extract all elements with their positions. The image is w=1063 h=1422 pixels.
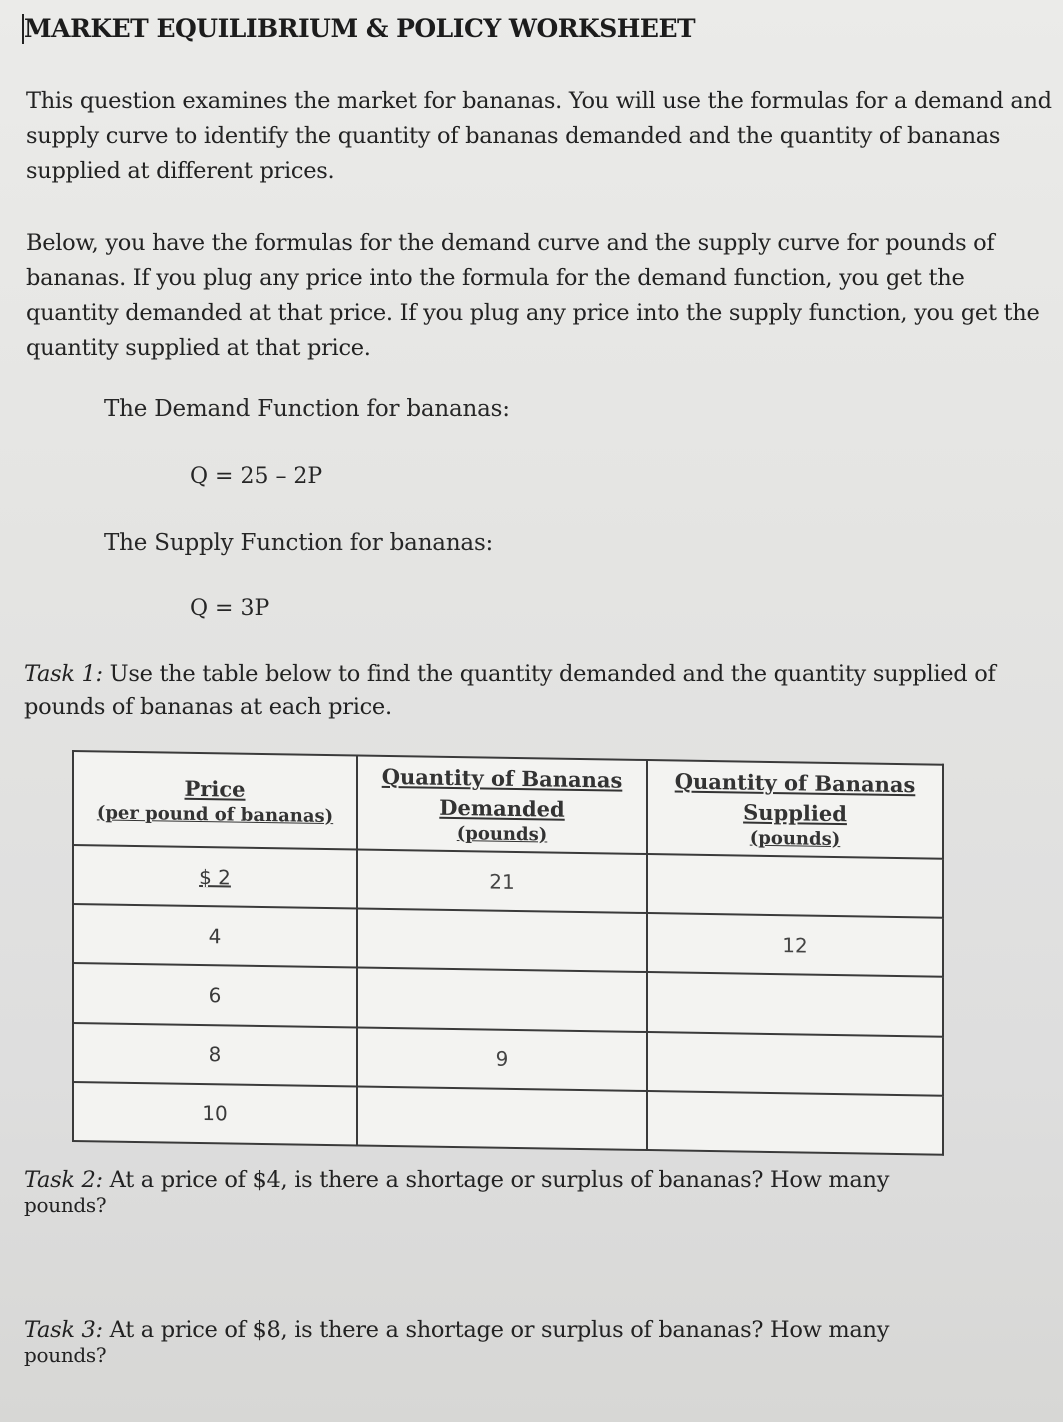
header-supplied-line2: Supplied [743,799,847,827]
task-1 [24,658,1034,724]
demand-formula: Q = 25 – 2P [190,464,323,489]
task-3 [24,1314,904,1367]
header-price [73,751,357,849]
header-demanded-line1: Quantity of Bananas [381,763,623,793]
price-cell: 6 [73,963,357,1027]
intro-paragraph-2: Below, you have the formulas for the demand curve and the supply curve for pounds of bananas. If you plug any price into the formula for the demand function, you get the quantity demanded at that price. If you plug any price into the supply function, you get the quantity supplied at that price. [26,230,1040,361]
header-price-title: Price [184,775,246,802]
task-3-continuation: pounds? [24,1343,107,1367]
supplied-cell[interactable]: 12 [647,913,943,977]
supplied-cell[interactable] [647,972,943,1036]
task-2-label: Task 2: [24,1167,103,1193]
header-supplied-line1: Quantity of Bananas [674,768,916,798]
demanded-cell[interactable] [357,909,647,973]
header-price-sub: (per pound of bananas) [96,802,334,828]
table-row [73,1082,943,1155]
price-cell: 8 [73,1023,357,1087]
supplied-cell[interactable] [647,1032,943,1096]
price-cell: 4 [73,904,357,968]
market-table-container [72,750,952,1174]
demanded-cell[interactable] [357,1086,647,1150]
task-2 [24,1164,904,1217]
worksheet-title: MARKET EQUILIBRIUM & POLICY WORKSHEET [24,14,696,43]
header-supplied-sub: (pounds) [749,827,841,851]
task-2-continuation: pounds? [24,1193,107,1217]
header-demanded-sub: (pounds) [456,823,548,846]
market-table [72,750,944,1156]
task-1-text: Use the table below to find the quantity demanded and the quantity supplied of pounds of bananas at each price. [24,661,996,720]
header-demanded-line2: Demanded [439,794,565,822]
task-3-text: At a price of $8, is there a shortage or surplus of bananas? How many [102,1317,890,1343]
price-value: $ 2 [199,864,231,890]
demanded-cell[interactable]: 21 [357,849,647,913]
intro-paragraph-1: This question examines the market for bananas. You will use the formulas for a demand and supply curve to identify the quantity of bananas demanded and the quantity of bananas supplied at different prices. [26,88,1052,184]
demand-function-label: The Demand Function for bananas: [104,396,510,422]
task-2-text: At a price of $4, is there a shortage or surplus of bananas? How many [102,1167,890,1193]
price-cell: 10 [73,1082,357,1146]
header-demanded [357,755,647,854]
header-supplied [647,760,943,859]
price-cell [73,845,357,909]
task-1-label: Task 1: [24,661,103,687]
task-3-label: Task 3: [24,1317,103,1343]
supply-formula: Q = 3P [190,596,270,621]
table-header-row [73,751,943,859]
supplied-cell[interactable] [647,1091,943,1155]
demanded-cell[interactable]: 9 [357,1027,647,1091]
supplied-cell[interactable] [647,854,943,918]
supply-function-label: The Supply Function for bananas: [104,530,494,556]
demanded-cell[interactable] [357,968,647,1032]
